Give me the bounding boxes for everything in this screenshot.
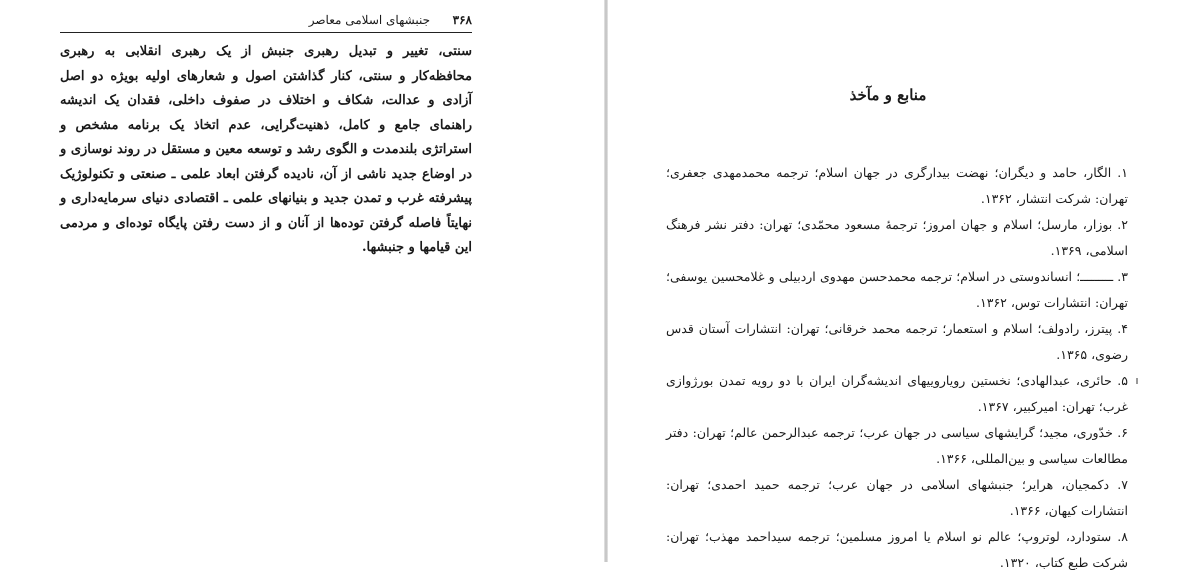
reference-item: ۴. پیترز، رادولف؛ اسلام و استعمار؛ ترجمه محمد خرقانی؛ تهران: انتشارات آستان قدس رضوی، ۱۳۶۵.	[666, 321, 1128, 362]
reference-item: ۸. ستودارد، لوتروپ؛ عالم نو اسلام یا امروز مسلمین؛ ترجمه سیداحمد مهذب؛ تهران: شرکت طبع کتاب، ۱۳۲۰.	[666, 529, 1128, 570]
scan-speck	[1136, 378, 1138, 384]
page-number: ۳۶۸	[452, 13, 472, 27]
reference-item: ۷. دکمجیان، هرایر؛ جنبشهای اسلامی در جهان عرب؛ ترجمه حمید احمدی؛ تهران: انتشارات کیهان، ۱۳۶۶.	[666, 477, 1128, 518]
left-page	[0, 0, 605, 562]
reference-item: ۶. خدّوری، مجید؛ گرایشهای سیاسی در جهان عرب؛ ترجمه عبدالرحمن عالم؛ تهران: دفتر مطالعات سیاسی و بین‌المللی، ۱۳۶۶.	[666, 425, 1128, 466]
reference-list	[666, 160, 1128, 576]
right-page	[608, 0, 1183, 570]
running-header	[60, 10, 472, 33]
body-paragraph: سنتی، تغییر و تبدیل رهبری جنبش از یک رهبری انقلابی به رهبری محافظه‌کار و سنتی، کنار گذاشتن اصول و شعارهای اولیه بویژه دو اصل آزادی و عدالت، شکاف و اختلاف در صفوف داخلی، فقدان یک اندیشه راهنمای جامع و کامل، ذهنیت‌گرایی، عدم اتخاذ یک برنامه مشخص و استراتژی بلندمدت و الگوی رشد و توسعه معین و مستقل در روند نوسازی و در اوضاع جدید ناشی از آن، نادیده گرفتن ابعاد علمی ـ صنعتی و تکنولوژیک پیشرفته غرب و تمدن جدید و بنیانهای علمی ـ اقتصادی دنیای سرمایه‌داری و نهایتاً فاصله گرفتن توده‌ها از آنان و از دست رفتن پایگاه توده‌ای و مردمی این قیامها و جنبشها.	[60, 44, 472, 255]
reference-item: ۲. بوزار، مارسل؛ اسلام و جهان امروز؛ ترجمهٔ مسعود محمّدی؛ تهران: دفتر نشر فرهنگ اسلامی، ۱۳۶۹.	[666, 217, 1128, 258]
running-title: جنبشهای اسلامی معاصر	[308, 13, 430, 27]
section-heading: منابع و مآخذ	[849, 86, 927, 104]
reference-item: ۳. ـــــــــ؛ انساندوستی در اسلام؛ ترجمه محمدحسن مهدوی اردبیلی و غلامحسین یوسفی؛ تهران: انتشارات توس، ۱۳۶۲.	[666, 269, 1128, 310]
reference-item: ۵. حائری، عبدالهادی؛ نخستین رویاروییهای اندیشه‌گران ایران با دو رویه تمدن بورژوازی غرب؛ تهران: امیرکبیر، ۱۳۶۷.	[666, 373, 1128, 414]
reference-item: ۱. الگار، حامد و دیگران؛ نهضت بیدارگری در جهان اسلام؛ ترجمه محمدمهدی جعفری؛ تهران: شرکت انتشار، ۱۳۶۲.	[666, 165, 1128, 206]
